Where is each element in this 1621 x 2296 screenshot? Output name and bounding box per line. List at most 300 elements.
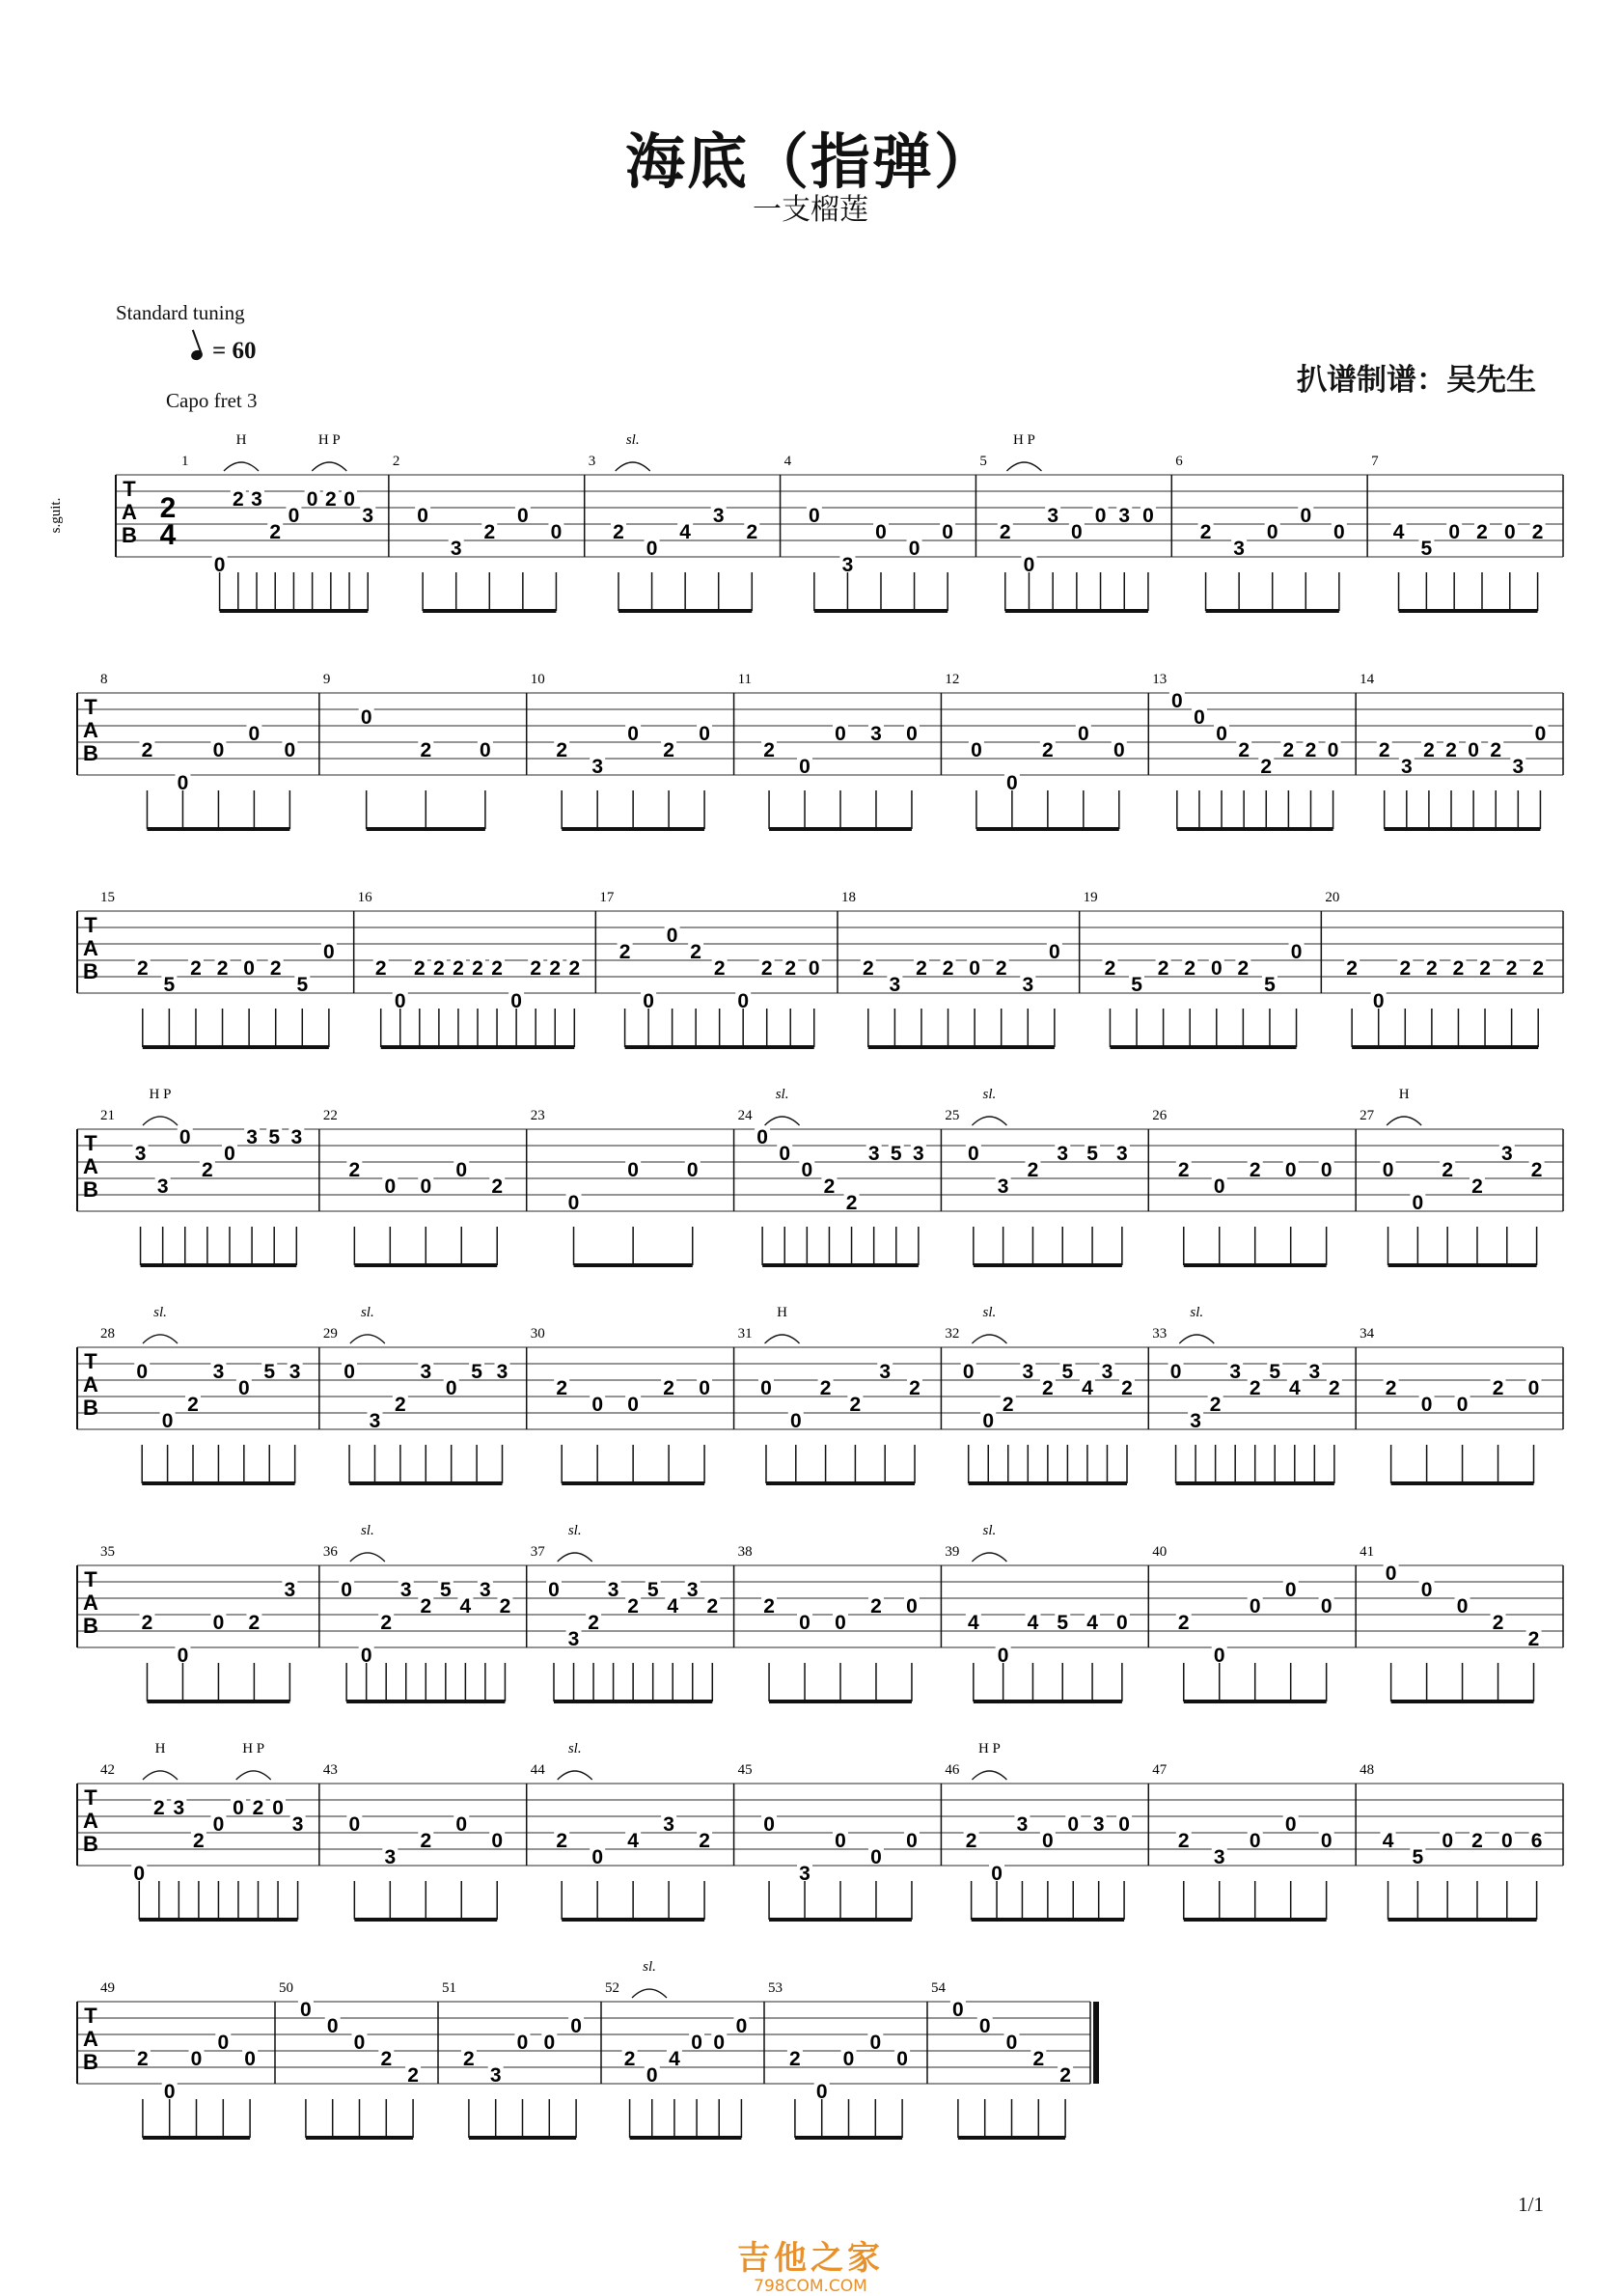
fret-number: 2 bbox=[483, 521, 496, 543]
fret-number: 2 bbox=[1249, 1377, 1261, 1399]
fret-number: 0 bbox=[1249, 1830, 1261, 1852]
fret-number: 3 bbox=[291, 1813, 304, 1836]
fret-number: 3 bbox=[369, 1410, 381, 1432]
fret-number: 3 bbox=[663, 1813, 674, 1836]
fret-number: 0 bbox=[348, 1813, 361, 1836]
fret-number: 0 bbox=[1067, 1813, 1080, 1836]
fret-number: 0 bbox=[455, 1159, 468, 1181]
measure-number: 40 bbox=[1152, 1544, 1168, 1560]
fret-number: 2 bbox=[1426, 957, 1438, 980]
fret-number: 2 bbox=[1479, 957, 1491, 980]
fret-number: 2 bbox=[1177, 1830, 1190, 1852]
fret-number: 2 bbox=[1445, 739, 1457, 761]
fret-number: 2 bbox=[499, 1595, 511, 1618]
fret-number: 2 bbox=[1329, 1377, 1340, 1399]
measure-number: 17 bbox=[599, 890, 615, 905]
fret-number: 3 bbox=[450, 538, 462, 560]
fret-number: 2 bbox=[1378, 739, 1390, 761]
fret-number: 0 bbox=[161, 1410, 174, 1432]
fret-number: 0 bbox=[1320, 1595, 1333, 1618]
fret-number: 2 bbox=[916, 957, 927, 980]
fret-number: 5 bbox=[1269, 1361, 1281, 1383]
fret-number: 0 bbox=[1500, 1830, 1513, 1852]
fret-number: 2 bbox=[549, 957, 562, 980]
fret-number: 0 bbox=[394, 990, 406, 1012]
fret-number: 0 bbox=[190, 2048, 203, 2070]
fret-number: 4 bbox=[669, 2048, 680, 2070]
slur-arc bbox=[350, 1335, 385, 1343]
fret-number: 0 bbox=[906, 1595, 918, 1618]
fret-number: 3 bbox=[607, 1579, 619, 1601]
fret-number: 0 bbox=[991, 1863, 1003, 1885]
fret-number: 2 bbox=[942, 957, 954, 980]
measure-number: 19 bbox=[1083, 890, 1098, 905]
measure-number: 20 bbox=[1325, 890, 1340, 905]
fret-number: 0 bbox=[1442, 1830, 1454, 1852]
fret-number: 0 bbox=[272, 1797, 284, 1819]
fret-number: 0 bbox=[1116, 1612, 1128, 1634]
technique-label: sl. bbox=[153, 1305, 167, 1320]
fret-number: 2 bbox=[845, 1192, 858, 1214]
fret-number: 2 bbox=[627, 1595, 639, 1618]
fret-number: 2 bbox=[663, 739, 674, 761]
fret-number: 5 bbox=[1061, 1361, 1074, 1383]
tuning-label: Standard tuning bbox=[116, 301, 245, 324]
fret-number: 0 bbox=[570, 2015, 582, 2037]
fret-number: 2 bbox=[248, 1612, 261, 1634]
fret-number: 5 bbox=[268, 1126, 281, 1148]
fret-number: 0 bbox=[875, 521, 887, 543]
fret-number: 0 bbox=[997, 1645, 1009, 1667]
measure-number: 26 bbox=[1152, 1108, 1168, 1123]
fret-number: 0 bbox=[288, 505, 300, 527]
fret-number: 2 bbox=[763, 1595, 775, 1618]
fret-number: 0 bbox=[243, 957, 255, 980]
fret-number: 0 bbox=[1527, 1377, 1540, 1399]
technique-label: sl. bbox=[360, 1523, 374, 1538]
fret-number: 2 bbox=[380, 2048, 393, 2070]
fret-number: 3 bbox=[284, 1579, 296, 1601]
fret-number: 0 bbox=[480, 739, 491, 761]
fret-number: 0 bbox=[516, 2032, 529, 2054]
fret-number: 2 bbox=[1027, 1159, 1039, 1181]
fret-number: 0 bbox=[1213, 1176, 1225, 1198]
technique-label: H P bbox=[977, 1741, 1001, 1757]
fret-number: 2 bbox=[433, 957, 445, 980]
fret-number: 3 bbox=[480, 1579, 491, 1601]
fret-number: 2 bbox=[909, 1377, 920, 1399]
fret-number: 2 bbox=[472, 957, 483, 980]
fret-number: 0 bbox=[815, 2081, 828, 2103]
fret-number: 0 bbox=[1284, 1159, 1297, 1181]
tab-letter: B bbox=[83, 1396, 98, 1420]
fret-number: 0 bbox=[237, 1377, 250, 1399]
fret-number: 3 bbox=[712, 505, 725, 527]
fret-number: 2 bbox=[760, 957, 773, 980]
fret-number: 0 bbox=[779, 1143, 791, 1165]
fret-number: 5 bbox=[1086, 1143, 1098, 1165]
fret-number: 2 bbox=[530, 957, 542, 980]
tab-letter: T bbox=[84, 1349, 97, 1373]
fret-number: 0 bbox=[1042, 1830, 1054, 1852]
measure-number: 7 bbox=[1371, 454, 1379, 469]
fret-number: 0 bbox=[323, 941, 335, 963]
fret-number: 2 bbox=[1209, 1394, 1222, 1416]
fret-number: 2 bbox=[862, 957, 874, 980]
fret-number: 0 bbox=[306, 488, 318, 511]
slur-arc bbox=[143, 1335, 178, 1343]
measure-number: 4 bbox=[783, 454, 792, 469]
fret-number: 3 bbox=[399, 1579, 412, 1601]
slur-arc bbox=[1006, 462, 1041, 471]
technique-label: H P bbox=[149, 1087, 172, 1102]
fret-number: 2 bbox=[269, 957, 282, 980]
fret-number: 0 bbox=[737, 990, 750, 1012]
fret-number: 5 bbox=[296, 974, 309, 996]
fret-number: 0 bbox=[1170, 690, 1183, 712]
fret-number: 2 bbox=[232, 488, 244, 511]
fret-number: 2 bbox=[690, 941, 701, 963]
tab-letter: A bbox=[83, 1372, 98, 1397]
fret-number: 3 bbox=[997, 1176, 1009, 1198]
fret-number: 0 bbox=[510, 990, 522, 1012]
measure-number: 52 bbox=[605, 1980, 619, 1996]
technique-label: sl. bbox=[360, 1305, 374, 1320]
fret-number: 2 bbox=[999, 521, 1011, 543]
slur-arc bbox=[972, 1335, 1006, 1343]
fret-number: 2 bbox=[1199, 521, 1212, 543]
fret-number: 2 bbox=[269, 521, 282, 543]
technique-label: sl. bbox=[982, 1523, 997, 1538]
fret-number: 0 bbox=[906, 723, 918, 745]
fret-number: 0 bbox=[1385, 1563, 1397, 1585]
fret-number: 2 bbox=[420, 1830, 432, 1852]
fret-number: 3 bbox=[384, 1846, 397, 1868]
fret-number: 0 bbox=[224, 1143, 235, 1165]
fret-number: 2 bbox=[1471, 1176, 1483, 1198]
fret-number: 2 bbox=[1505, 957, 1518, 980]
fret-number: 2 bbox=[141, 739, 153, 761]
fret-number: 0 bbox=[908, 538, 920, 560]
fret-number: 2 bbox=[413, 957, 426, 980]
fret-number: 3 bbox=[362, 505, 374, 527]
fret-number: 6 bbox=[1530, 1830, 1543, 1852]
tab-letter: A bbox=[83, 1154, 98, 1178]
fret-number: 0 bbox=[455, 1813, 468, 1836]
fret-number: 2 bbox=[699, 1830, 710, 1852]
fret-number: 3 bbox=[212, 1361, 225, 1383]
fret-number: 0 bbox=[212, 1612, 225, 1634]
fret-number: 2 bbox=[1237, 957, 1250, 980]
capo-label: Capo fret 3 bbox=[166, 389, 258, 412]
slur-arc bbox=[558, 1553, 592, 1562]
fret-number: 0 bbox=[445, 1377, 457, 1399]
fret-number: 3 bbox=[1022, 974, 1034, 996]
fret-number: 0 bbox=[1456, 1394, 1469, 1416]
fret-number: 3 bbox=[290, 1126, 303, 1148]
slur-arc bbox=[765, 1335, 800, 1343]
page-number: 1/1 bbox=[1518, 2193, 1544, 2216]
fret-number: 5 bbox=[1420, 538, 1433, 560]
fret-number: 5 bbox=[1412, 1846, 1424, 1868]
fret-number: 0 bbox=[353, 2032, 366, 2054]
fret-number: 2 bbox=[1002, 1394, 1014, 1416]
slur-arc bbox=[1387, 1117, 1421, 1125]
fret-number: 2 bbox=[252, 1797, 264, 1819]
fret-number: 2 bbox=[1104, 957, 1116, 980]
fret-number: 2 bbox=[823, 1176, 836, 1198]
fret-number: 3 bbox=[1057, 1143, 1069, 1165]
fret-number: 5 bbox=[471, 1361, 482, 1383]
fret-number: 3 bbox=[1233, 538, 1245, 560]
fret-number: 2 bbox=[618, 941, 631, 963]
fret-number: 5 bbox=[163, 974, 176, 996]
fret-number: 2 bbox=[965, 1830, 977, 1852]
instrument-label: s.guit. bbox=[48, 497, 64, 534]
fret-number: 0 bbox=[1284, 1579, 1297, 1601]
fret-number: 2 bbox=[1282, 739, 1295, 761]
fret-number: 0 bbox=[627, 1394, 639, 1416]
fret-number: 2 bbox=[1177, 1612, 1190, 1634]
technique-label: H P bbox=[242, 1741, 265, 1757]
fret-number: 3 bbox=[1016, 1813, 1029, 1836]
measure-number: 16 bbox=[357, 890, 372, 905]
fret-number: 0 bbox=[1142, 505, 1154, 527]
fret-number: 4 bbox=[1086, 1612, 1098, 1634]
fret-number: 0 bbox=[699, 723, 710, 745]
measure-number: 45 bbox=[737, 1762, 753, 1778]
fret-number: 2 bbox=[1476, 521, 1488, 543]
fret-number: 0 bbox=[835, 1830, 846, 1852]
fret-number: 2 bbox=[202, 1159, 213, 1181]
fret-number: 3 bbox=[867, 1143, 880, 1165]
fret-number: 3 bbox=[288, 1361, 301, 1383]
fret-number: 0 bbox=[799, 1612, 810, 1634]
fret-number: 3 bbox=[1229, 1361, 1242, 1383]
measure-number: 29 bbox=[322, 1326, 338, 1342]
fret-number: 0 bbox=[713, 2032, 726, 2054]
fret-number: 2 bbox=[1346, 957, 1358, 980]
fret-number: 0 bbox=[1382, 1159, 1394, 1181]
technique-label: sl. bbox=[567, 1523, 582, 1538]
fret-number: 2 bbox=[491, 1176, 504, 1198]
fret-number: 2 bbox=[1238, 739, 1250, 761]
fret-number: 0 bbox=[760, 1377, 772, 1399]
technique-label: sl. bbox=[775, 1087, 789, 1102]
slur-arc bbox=[350, 1553, 385, 1562]
slur-arc bbox=[632, 1989, 667, 1998]
fret-number: 2 bbox=[348, 1159, 361, 1181]
fret-number: 0 bbox=[177, 772, 189, 794]
fret-number: 0 bbox=[809, 505, 820, 527]
measure-number: 33 bbox=[1152, 1326, 1168, 1342]
technique-label: H bbox=[154, 1741, 166, 1757]
time-signature-top: 2 bbox=[159, 492, 177, 524]
fret-number: 0 bbox=[233, 1797, 244, 1819]
fret-number: 0 bbox=[835, 723, 846, 745]
fret-number: 0 bbox=[1456, 1595, 1469, 1618]
fret-number: 3 bbox=[799, 1863, 810, 1885]
fret-number: 0 bbox=[971, 739, 982, 761]
fret-number: 0 bbox=[666, 925, 678, 947]
fret-number: 2 bbox=[1490, 739, 1502, 761]
tab-letter: T bbox=[84, 1567, 97, 1591]
fret-number: 2 bbox=[1157, 957, 1169, 980]
fret-number: 5 bbox=[263, 1361, 276, 1383]
fret-number: 2 bbox=[1531, 521, 1544, 543]
fret-number: 2 bbox=[995, 957, 1007, 980]
fret-number: 2 bbox=[152, 1797, 165, 1819]
measure-number: 51 bbox=[442, 1980, 456, 1996]
fret-number: 0 bbox=[248, 723, 261, 745]
fret-number: 2 bbox=[374, 957, 387, 980]
fret-number: 0 bbox=[1534, 723, 1547, 745]
fret-number: 0 bbox=[1194, 706, 1205, 729]
fret-number: 0 bbox=[1327, 739, 1339, 761]
tab-letter: T bbox=[84, 2004, 97, 2028]
fret-number: 5 bbox=[1057, 1612, 1069, 1634]
measure-number: 46 bbox=[945, 1762, 960, 1778]
fret-number: 0 bbox=[1448, 521, 1461, 543]
tab-letter: T bbox=[84, 1131, 97, 1155]
fret-number: 0 bbox=[870, 1846, 882, 1868]
technique-label: sl. bbox=[1190, 1305, 1204, 1320]
fret-number: 2 bbox=[187, 1394, 199, 1416]
fret-number: 3 bbox=[591, 756, 604, 778]
fret-number: 2 bbox=[1121, 1377, 1133, 1399]
measure-number: 30 bbox=[530, 1326, 545, 1342]
fret-number: 0 bbox=[1320, 1159, 1333, 1181]
measure-number: 23 bbox=[530, 1108, 545, 1123]
slur-arc bbox=[224, 462, 259, 471]
fret-number: 2 bbox=[1177, 1159, 1190, 1181]
measure-number: 50 bbox=[279, 1980, 293, 1996]
measure-number: 1 bbox=[181, 454, 189, 469]
fret-number: 0 bbox=[763, 1813, 775, 1836]
slur-arc bbox=[143, 1117, 178, 1125]
measure-number: 25 bbox=[945, 1108, 960, 1123]
fret-number: 3 bbox=[913, 1143, 924, 1165]
fret-number: 2 bbox=[380, 1612, 393, 1634]
watermark bbox=[0, 2231, 1621, 2296]
fret-number: 0 bbox=[177, 1645, 189, 1667]
fret-number: 2 bbox=[784, 957, 797, 980]
fret-number: 0 bbox=[517, 505, 529, 527]
fret-number: 0 bbox=[163, 2081, 176, 2103]
fret-number: 2 bbox=[706, 1595, 719, 1618]
fret-number: 3 bbox=[841, 554, 854, 576]
measure-number: 36 bbox=[322, 1544, 338, 1560]
time-signature-bottom: 4 bbox=[159, 519, 177, 551]
fret-number: 2 bbox=[713, 957, 726, 980]
fret-number: 0 bbox=[341, 1579, 352, 1601]
technique-label: H bbox=[235, 432, 247, 448]
fret-number: 0 bbox=[799, 756, 810, 778]
fret-number: 2 bbox=[136, 957, 149, 980]
fret-number: 2 bbox=[1305, 739, 1317, 761]
fret-number: 3 bbox=[1512, 756, 1525, 778]
fret-number: 3 bbox=[1500, 1143, 1513, 1165]
fret-number: 0 bbox=[548, 1579, 560, 1601]
fret-number: 4 bbox=[1082, 1377, 1093, 1399]
measure-number: 3 bbox=[588, 454, 596, 469]
fret-number: 0 bbox=[686, 1159, 699, 1181]
measure-number: 35 bbox=[100, 1544, 115, 1560]
fret-number: 0 bbox=[1216, 723, 1227, 745]
fret-number: 3 bbox=[496, 1361, 508, 1383]
fret-number: 0 bbox=[896, 2048, 908, 2070]
slur-arc bbox=[1179, 1335, 1214, 1343]
fret-number: 0 bbox=[835, 1612, 846, 1634]
slur-arc bbox=[972, 1553, 1006, 1562]
technique-label: H P bbox=[1012, 432, 1035, 448]
tab-letter: B bbox=[83, 1614, 98, 1638]
slur-arc bbox=[143, 1771, 178, 1780]
fret-number: 2 bbox=[193, 1830, 205, 1852]
measure-number: 41 bbox=[1360, 1544, 1375, 1560]
measure-number: 47 bbox=[1152, 1762, 1168, 1778]
slur-arc bbox=[972, 1117, 1006, 1125]
fret-number: 0 bbox=[343, 488, 355, 511]
fret-number: 0 bbox=[969, 957, 980, 980]
fret-number: 2 bbox=[216, 957, 229, 980]
fret-number: 3 bbox=[251, 488, 262, 511]
fret-number: 0 bbox=[1420, 1394, 1433, 1416]
fret-number: 3 bbox=[1190, 1410, 1201, 1432]
fret-number: 0 bbox=[789, 1410, 802, 1432]
fret-number: 0 bbox=[808, 957, 820, 980]
fret-number: 2 bbox=[1492, 1377, 1504, 1399]
technique-label: H P bbox=[317, 432, 341, 448]
fret-number: 3 bbox=[1022, 1361, 1034, 1383]
slur-arc bbox=[236, 1771, 271, 1780]
fret-number: 0 bbox=[1210, 957, 1223, 980]
fret-number: 0 bbox=[1468, 739, 1479, 761]
fret-number: 3 bbox=[1092, 1813, 1105, 1836]
fret-number: 3 bbox=[889, 974, 901, 996]
fret-number: 0 bbox=[491, 1830, 504, 1852]
fret-number: 2 bbox=[395, 1394, 406, 1416]
fret-number: 3 bbox=[686, 1579, 699, 1601]
fret-number: 2 bbox=[819, 1377, 832, 1399]
tab-letter: B bbox=[83, 959, 98, 983]
fret-number: 0 bbox=[1118, 1813, 1130, 1836]
fret-number: 0 bbox=[1213, 1645, 1225, 1667]
measure-number: 38 bbox=[737, 1544, 753, 1560]
fret-number: 0 bbox=[212, 739, 225, 761]
fret-number: 2 bbox=[870, 1595, 882, 1618]
measure-number: 12 bbox=[945, 672, 960, 687]
fret-number: 2 bbox=[1442, 1159, 1454, 1181]
measure-number: 48 bbox=[1360, 1762, 1375, 1778]
measure-number: 54 bbox=[931, 1980, 946, 1996]
fret-number: 2 bbox=[420, 739, 432, 761]
fret-number: 2 bbox=[1385, 1377, 1397, 1399]
tab-letter: B bbox=[83, 741, 98, 765]
fret-number: 2 bbox=[568, 957, 581, 980]
fret-number: 0 bbox=[217, 2032, 230, 2054]
fret-number: 2 bbox=[1492, 1612, 1504, 1634]
fret-number: 3 bbox=[173, 1797, 185, 1819]
fret-number: 2 bbox=[763, 739, 775, 761]
fret-number: 3 bbox=[246, 1126, 258, 1148]
watermark-sub: 798COM.COM bbox=[754, 2277, 867, 2296]
measure-number: 39 bbox=[945, 1544, 960, 1560]
fret-number: 0 bbox=[384, 1176, 397, 1198]
measure-number: 53 bbox=[768, 1980, 783, 1996]
fret-number: 2 bbox=[556, 1830, 568, 1852]
fret-number: 3 bbox=[156, 1176, 169, 1198]
